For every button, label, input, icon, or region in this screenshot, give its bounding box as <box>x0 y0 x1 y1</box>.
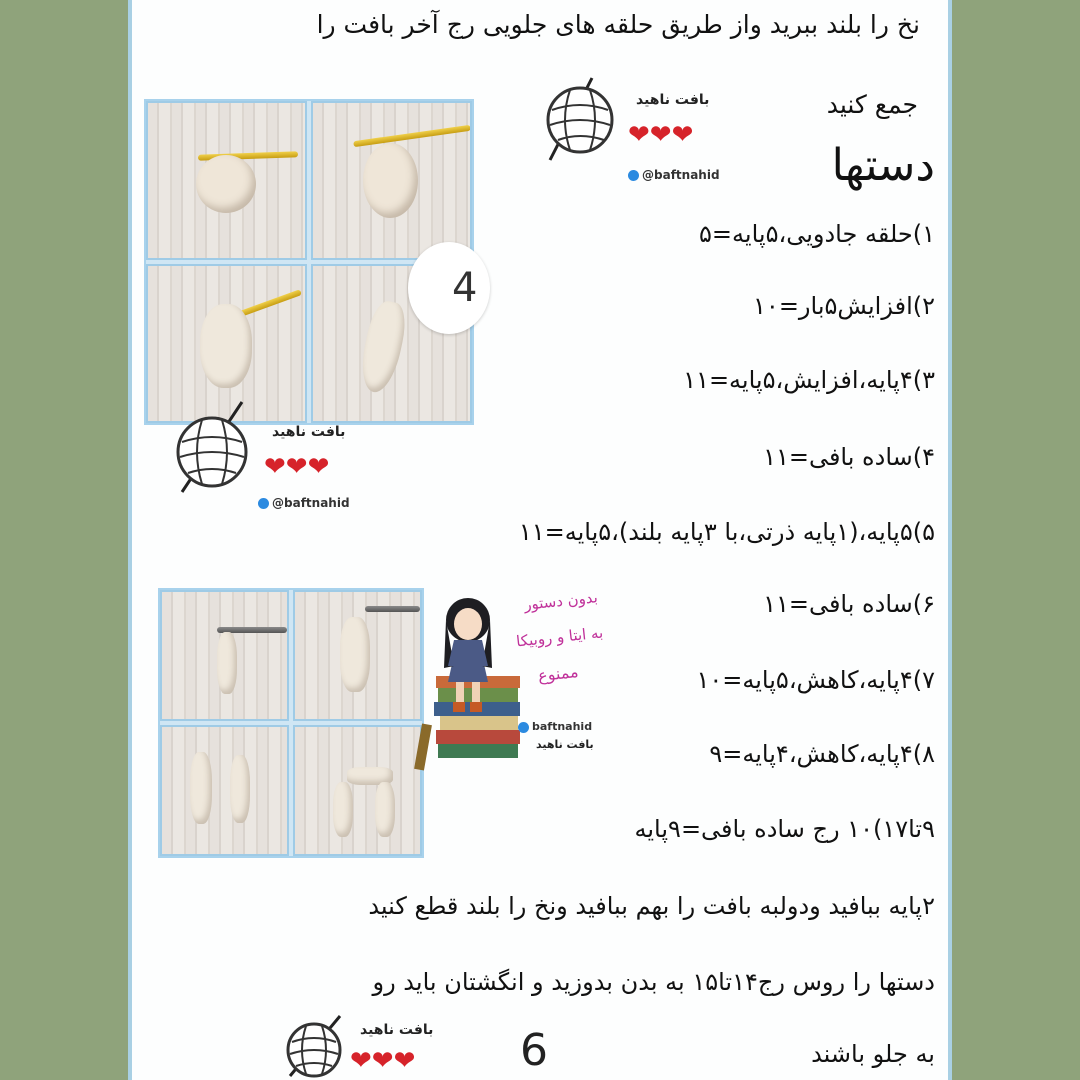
brand-handle: @baftnahid <box>628 168 720 182</box>
sticker-note-3: ممنوع <box>537 661 580 686</box>
photo-step-5 <box>160 590 289 721</box>
step-2: ۲)افزایش۵بار=۱۰ <box>753 292 935 320</box>
telegram-icon <box>628 170 639 181</box>
step-3: ۳)۴پایه،افزایش،۵پایه=۱۱ <box>683 366 935 394</box>
telegram-icon <box>518 722 529 733</box>
step-8: ۸)۴پایه،کاهش،۴پایه=۹ <box>709 740 935 768</box>
page-border-right <box>948 0 952 1080</box>
footer-line-1: ۲پایه ببافید ودولبه بافت را بهم ببافید ونخ را بلند قطع کنید <box>368 892 935 920</box>
page-number: 6 <box>520 1025 548 1076</box>
yarn-ball-icon <box>172 400 252 500</box>
girl-on-books-sticker <box>408 584 608 774</box>
knitted-piece <box>356 298 410 395</box>
brand-handle: @baftnahid <box>258 496 350 510</box>
knitted-piece <box>230 755 250 823</box>
sticker-name: بافت ناهید <box>536 738 594 751</box>
step-7: ۷)۴پایه،کاهش،۵پایه=۱۰ <box>696 666 935 694</box>
photo-step-2 <box>311 101 472 260</box>
knitted-piece <box>200 304 252 388</box>
photo-number-badge: 4 <box>408 242 490 334</box>
photo-step-7 <box>160 725 289 856</box>
step-6: ۶)ساده بافی=۱۱ <box>763 590 935 618</box>
step-9: ۹تا۱۷)۱۰ رج ساده بافی=۹پایه <box>634 815 935 843</box>
telegram-icon <box>258 498 269 509</box>
girl-on-books-icon <box>408 584 528 774</box>
photo-step-8 <box>293 725 422 856</box>
photo-step-6 <box>293 590 422 721</box>
yarn-ball-icon <box>540 70 620 170</box>
sticker-note-2: به ایتا و روبیکا <box>515 623 604 651</box>
section-title: دستها <box>831 140 935 191</box>
knitted-piece <box>333 782 353 837</box>
hearts-icon: ❤❤❤ <box>264 452 330 482</box>
footer-line-3: به جلو باشند <box>811 1040 935 1068</box>
knitted-piece <box>190 752 212 824</box>
sticker-note-1: بدون دستور <box>523 588 599 614</box>
knitted-piece <box>217 632 237 694</box>
brand-logo-top <box>540 70 760 190</box>
page-border-left <box>128 0 132 1080</box>
knitted-piece <box>375 782 395 837</box>
sticker-handle: baftnahid <box>518 720 592 733</box>
hearts-icon: ❤❤❤ <box>350 1046 416 1076</box>
header-line-2: جمع کنید <box>826 90 918 119</box>
knitted-piece <box>196 155 256 213</box>
footer-line-2: دستها را روس رج۱۴تا۱۵ به بدن بدوزید و انگشتان باید رو <box>372 968 935 996</box>
knitted-piece <box>340 617 370 692</box>
knitted-piece <box>363 143 418 218</box>
brand-name: بافت ناهید <box>272 424 346 440</box>
brand-logo-middle <box>172 400 392 520</box>
step-5: ۵)۵پایه،(۱پایه ذرتی،با ۳پایه بلند)،۵پایه=۱۱ <box>518 518 935 546</box>
brand-logo-bottom <box>284 1012 464 1080</box>
photo-step-1 <box>146 101 307 260</box>
crochet-hook <box>353 125 471 147</box>
brand-name: بافت ناهید <box>636 92 710 108</box>
step-1: ۱)حلقه جادویی،۵پایه=۵ <box>699 220 935 248</box>
brand-name: بافت ناهید <box>360 1022 434 1038</box>
hearts-icon: ❤❤❤ <box>628 120 694 150</box>
photo-grid-bottom <box>158 588 424 858</box>
yarn-ball-icon <box>284 1012 354 1080</box>
step-4: ۴)ساده بافی=۱۱ <box>763 443 935 471</box>
header-line-1: نخ را بلند ببرید واز طریق حلقه های جلویی رج آخر بافت را <box>316 10 920 39</box>
